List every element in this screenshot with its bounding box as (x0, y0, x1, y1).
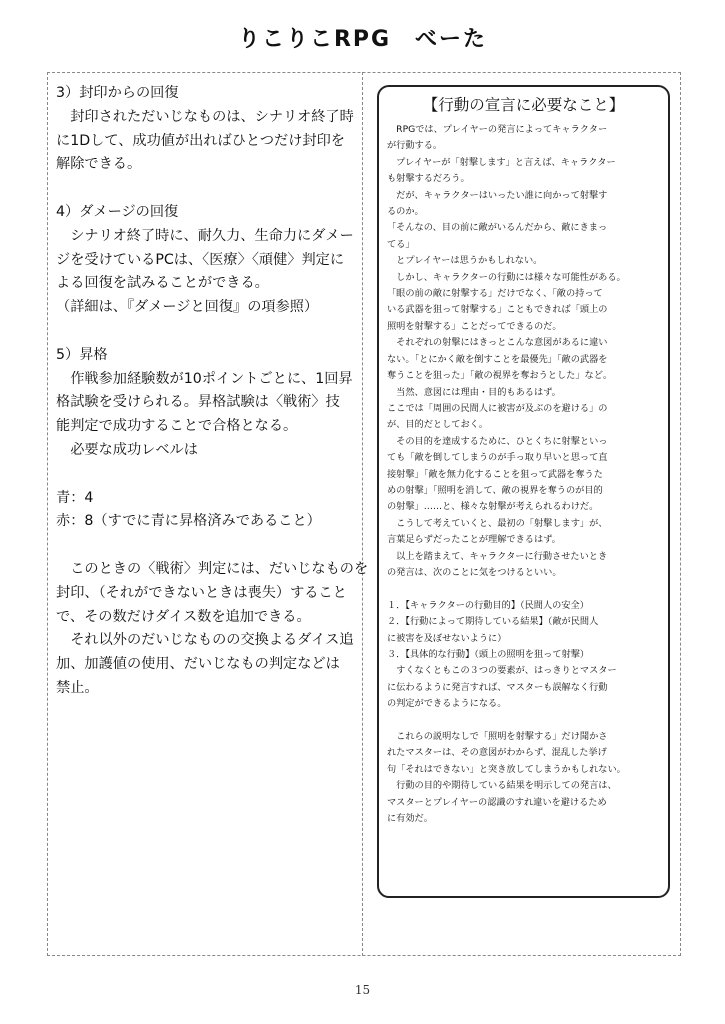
text-line: だが、キャラクターはいったい誰に向かって射撃す (387, 189, 608, 201)
text-line: の発言は、次のことに気をつけるといい。 (387, 566, 562, 578)
text-line: 封印、（それができないときは喪失）すること (56, 584, 347, 601)
text-line: るのか。 (387, 206, 424, 218)
text-line: ここでは「周囲の民間人に被害が及ぶのを避ける」の (387, 402, 608, 414)
text-line: 5）昇格 (56, 346, 108, 363)
text-line: マスターとプレイヤーの認識のすれ違いを避けるため (387, 796, 607, 808)
page-title: りこりこRPG べーた (237, 27, 488, 52)
text-line: ジを受けているPCは、〈医療〉〈頑健〉判定に (56, 251, 345, 268)
text-line: 「眼の前の敵に射撃する」だけでなく、「敵の持って (387, 288, 603, 300)
text-line: に有効だ。 (387, 813, 433, 825)
text-line: 句「それはできない」と突き放してしまうかもしれない。 (387, 763, 626, 775)
text-line (56, 177, 352, 201)
text-line: の判定ができるようになる。 (387, 698, 507, 710)
text-line: 封印されただいじなものは、シナリオ終了時 (56, 108, 354, 125)
page-number: 15 (354, 983, 371, 997)
text-line (56, 320, 352, 344)
text-line: よる回復を試みることができる。 (56, 275, 269, 292)
text-line (387, 581, 667, 597)
text-line: 当然、意図には理由・目的もあるはず。 (387, 386, 561, 398)
text-line: に被害を及ぼせないように） (387, 632, 507, 644)
text-line: ても「敵を倒してしまうのが手っ取り早いと思って直 (387, 452, 608, 464)
sidebar-title: 【行動の宣言に必要なこと】 (422, 96, 625, 114)
text-line: の射撃」……と、様々な射撃が考えられるわけだ。 (387, 501, 599, 513)
text-line: このときの〈戦術〉判定には、だいじなものを (56, 560, 369, 577)
column-divider (362, 72, 363, 956)
text-line: ３．【具体的な行動】（頭上の照明を狙って射撃） (387, 648, 590, 660)
text-line: 加、加護値の使用、だいじなもの判定などは (56, 656, 340, 673)
text-line (56, 534, 352, 558)
text-line: 作戦参加経験数が10ポイントごとに、1回昇 (56, 370, 353, 387)
text-line: 行動の目的や期待している結果を明示しての発言は、 (387, 780, 617, 792)
text-line: が行動する。 (387, 140, 443, 152)
text-line: 格試験を受けられる。昇格試験は〈戦術〉技 (56, 394, 340, 411)
text-line: 奪うことを狙った」「敵の視界を奪おうとした」など。 (387, 370, 613, 382)
main-text-column (56, 82, 369, 701)
text-line: RPGでは、プレイヤーの発言によってキャラクター (387, 124, 608, 135)
text-line: 青：4 (56, 489, 94, 506)
text-line: れたマスターは、その意図がわからず、混乱した挙げ (387, 747, 607, 759)
text-line: 3）封印からの回復 (56, 85, 179, 101)
text-line: 能判定で成功することで合格となる。 (56, 418, 298, 435)
text-line (387, 713, 667, 729)
text-line: 解除できる。 (56, 156, 142, 173)
text-line: プレイヤーが「射撃します」と言えば、キャラクター (387, 156, 616, 168)
text-line (56, 463, 352, 487)
text-line: その目的を達成するために、ひとくちに射撃といっ (387, 435, 608, 447)
text-line: 必要な成功レベルは (56, 441, 198, 458)
text-line: しかし、キャラクターの行動には様々な可能性がある。 (387, 271, 626, 283)
text-line: これらの説明なしで「照明を射撃する」だけ聞かさ (387, 731, 608, 742)
text-line: めの射撃」「照明を消して、敵の視界を奪うのが目的 (387, 484, 603, 496)
text-line: 「そんなの、目の前に敵がいるんだから、敵にきまっ (387, 222, 608, 234)
sidebar-body (387, 122, 667, 827)
text-line: １．【キャラクターの行動目的】（民間人の安全） (387, 599, 589, 611)
text-line: も射撃するだろう。 (387, 173, 470, 185)
text-line: いる武器を狙って射撃する」こともできれば「頭上の (387, 304, 608, 316)
text-line: 言葉足らずだったことが理解できるはず。 (387, 534, 561, 546)
text-line: とプレイヤーは思うかもしれない。 (387, 255, 543, 267)
text-line: 禁止。 (56, 679, 99, 696)
text-line: シナリオ終了時に、耐久力、生命力にダメー (56, 227, 354, 244)
text-line: てる」 (387, 238, 415, 250)
sidebar-box (377, 85, 670, 898)
text-line: に伝わるように発言すれば、マスターも誤解なく行動 (387, 681, 608, 693)
text-line: ２．【行動によって期待している結果】（敵が民間人 (387, 616, 599, 628)
text-line: こうして考えていくと、最初の「射撃します」が、 (387, 517, 608, 529)
text-line: それ以外のだいじなものの交換よるダイス追 (56, 632, 354, 649)
text-line: に1Dして、成功値が出ればひとつだけ封印を (56, 132, 345, 149)
text-line: ない。「とにかく敵を倒すことを最優先」「敵の武器を (387, 353, 608, 365)
text-line: （詳細は、『ダメージと回復』の項参照） (56, 299, 319, 316)
text-line: 接射撃」「敵を無力化することを狙って武器を奪うた (387, 468, 603, 480)
text-line: それぞれの射撃にはきっとこんな意図があるに違い (387, 337, 608, 349)
text-line: が、目的だとしておく。 (387, 419, 488, 431)
text-line: 4）ダメージの回復 (56, 203, 179, 220)
text-line: すくなくともこの３つの要素が、はっきりとマスター (387, 665, 617, 677)
text-line: 照明を射撃する」ことだってできるのだ。 (387, 320, 562, 332)
text-line: 以上を踏まえて、キャラクターに行動させたいとき (387, 550, 608, 562)
text-line: で、その数だけダイス数を追加できる。 (56, 608, 311, 625)
text-line: 赤：8（すでに青に昇格済みであること） (56, 513, 321, 530)
